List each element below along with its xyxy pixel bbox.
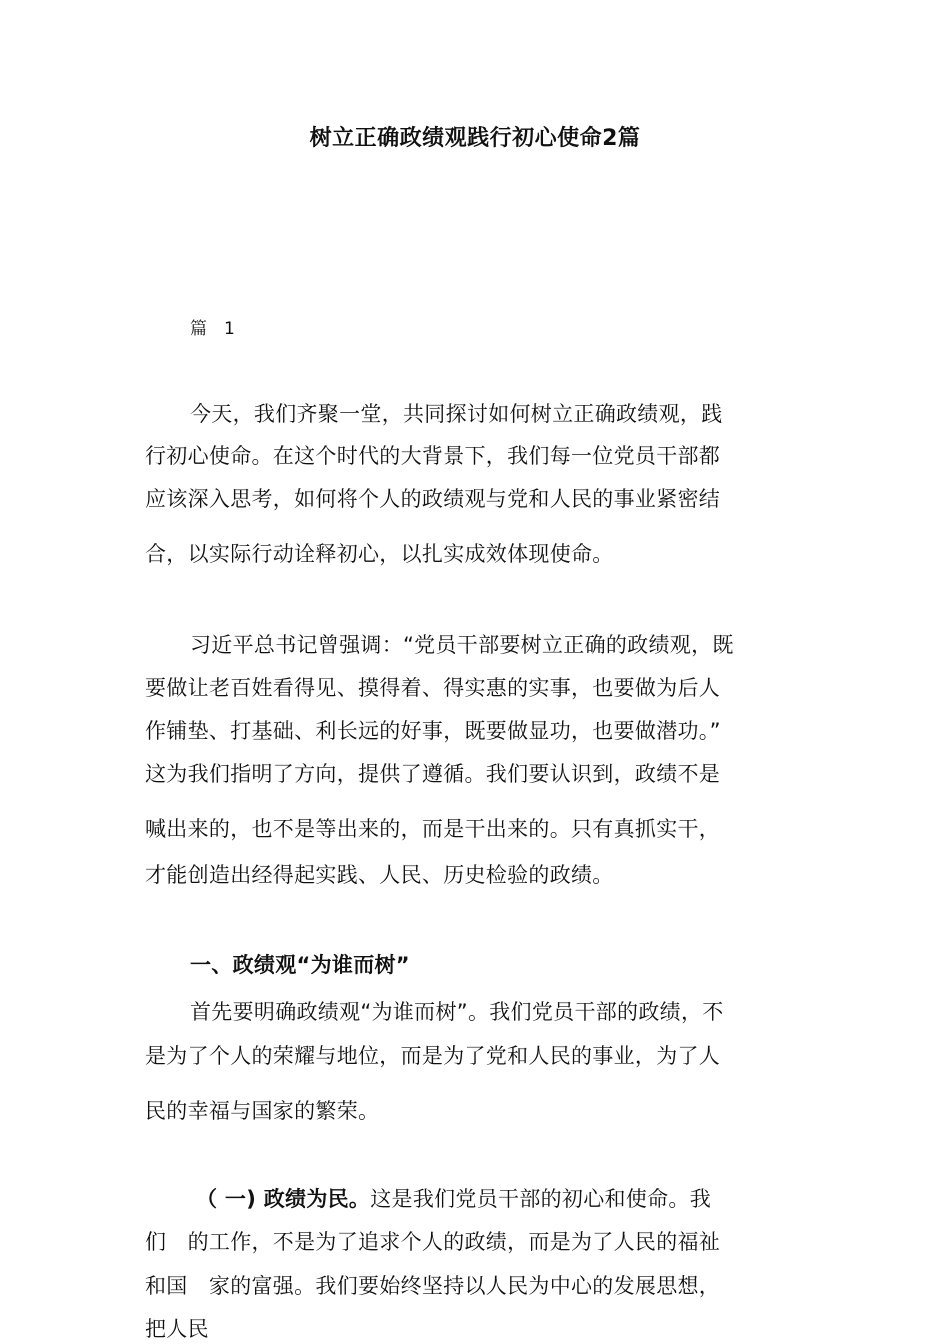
section-heading: 一、政绩观“为谁而树” xyxy=(190,953,410,977)
paragraph-line: 应该深入思考，如何将个人的政绩观与党和人民的事业紧密结 xyxy=(145,487,721,511)
paragraph-line: 民的幸福与国家的繁荣。 xyxy=(145,1099,380,1123)
paragraph-line: 要做让老百姓看得见、摸得着、得实惠的实事，也要做为后人 xyxy=(145,676,721,700)
paragraph-line: 和国 家的富强。我们要始终坚持以人民为中心的发展思想， xyxy=(145,1274,721,1298)
paragraph-line: 们 的工作，不是为了追求个人的政绩，而是为了人民的福祉 xyxy=(145,1230,721,1254)
paragraph-line: 作铺垫、打基础、利长远的好事，既要做显功，也要做潜功。” xyxy=(145,719,721,743)
subsection-label: （ 一) 政绩为民。 xyxy=(196,1187,371,1211)
paragraph-line: 行初心使命。在这个时代的大背景下，我们每一位党员干部都 xyxy=(145,444,721,468)
paragraph-line: 这为我们指明了方向，提供了遵循。我们要认识到，政绩不是 xyxy=(145,762,721,786)
paragraph-line: 才能创造出经得起实践、人民、历史检验的政绩。 xyxy=(145,863,614,887)
paragraph-line: 合，以实际行动诠释初心，以扎实成效体现使命。 xyxy=(145,542,614,566)
subsection-line xyxy=(196,1183,711,1213)
document-title: 树立正确政绩观践行初心使命2篇 xyxy=(309,126,641,151)
paragraph-line: 习近平总书记曾强调：“党员干部要树立正确的政绩观，既 xyxy=(190,633,734,657)
paragraph-line: 喊出来的，也不是等出来的，而是干出来的。只有真抓实干， xyxy=(145,817,721,841)
paragraph-line: 首先要明确政绩观“为谁而树”。我们党员干部的政绩，不 xyxy=(190,1000,724,1024)
paragraph-line: 是为了个人的荣耀与地位，而是为了党和人民的事业，为了人 xyxy=(145,1044,721,1068)
paragraph-line: 今天，我们齐聚一堂，共同探讨如何树立正确政绩观，践 xyxy=(190,402,723,426)
paragraph-line: 把人民 xyxy=(145,1317,209,1341)
chapter-label: 篇 1 xyxy=(190,319,235,339)
subsection-text: 这是我们党员干部的初心和使命。我 xyxy=(370,1187,712,1211)
